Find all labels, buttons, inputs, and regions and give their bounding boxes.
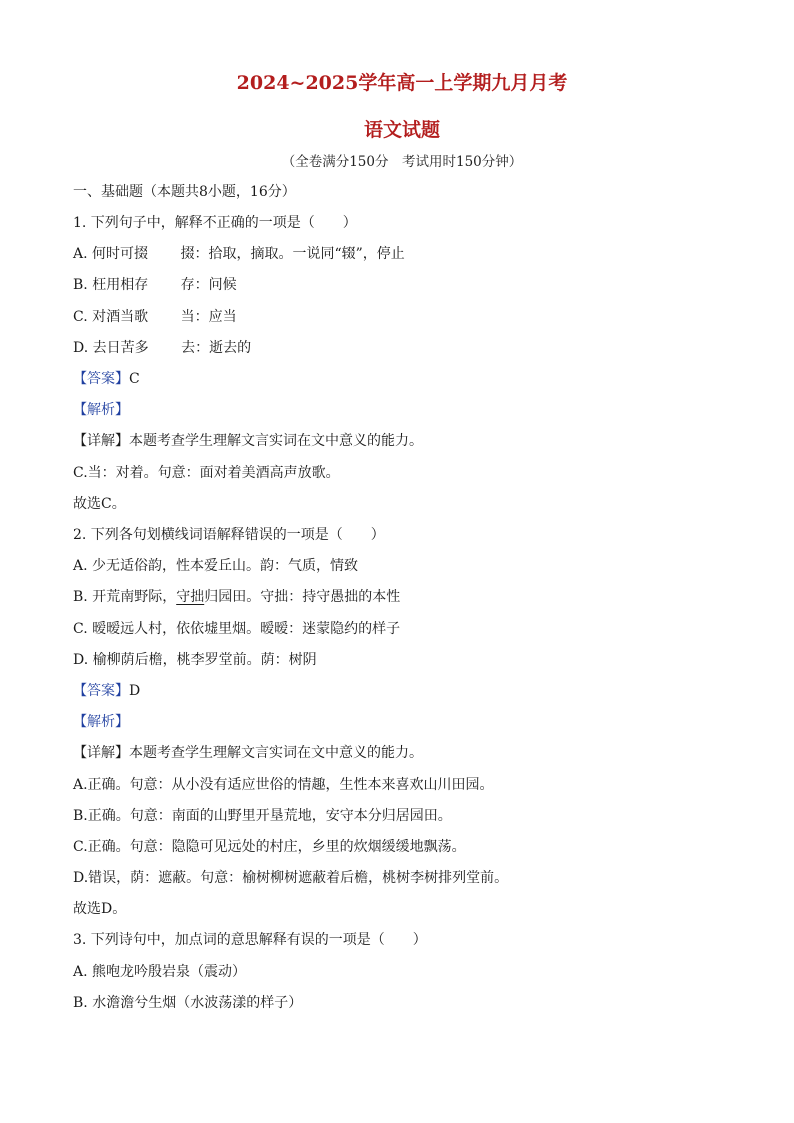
exam-title: 2024~2025学年高一上学期九月月考 [236, 72, 568, 94]
q2-option-a: A. 少无适俗韵，性本爱丘山。韵：气质，情致 [73, 558, 359, 574]
detail-label: 【详解】 [73, 745, 129, 761]
detail-text: 本题考查学生理解文言实词在文中意义的能力。 [129, 433, 423, 449]
q1-stem: 1. 下列句子中，解释不正确的一项是（ ） [73, 215, 357, 231]
q1-option-d: D. 去日苦多 去：逝去的 [73, 340, 252, 356]
detail-label: 【详解】 [73, 433, 129, 449]
q2-note-a: A.正确。句意：从小没有适应世俗的情趣，生性本来喜欢山川田园。 [73, 777, 494, 793]
q2-option-b-post: 归园田。守拙：持守愚拙的本性 [204, 589, 401, 605]
q3-stem: 3. 下列诗句中，加点词的意思解释有误的一项是（ ） [73, 932, 427, 948]
exam-subtitle: 语文试题 [363, 119, 440, 141]
q1-option-c: C. 对酒当歌 当：应当 [73, 309, 237, 325]
exam-meta: （全卷满分150分 考试用时150分钟） [281, 154, 523, 170]
q2-answer [73, 681, 140, 701]
q2-stem: 2. 下列各句划横线词语解释错误的一项是（ ） [73, 527, 385, 543]
q3-option-a: A. 熊咆龙吟殷岩泉（震动） [73, 964, 247, 980]
q2-note-d: D.错误，荫：遮蔽。句意：榆树柳树遮蔽着后檐，桃树李树排列堂前。 [73, 870, 509, 886]
q1-option-a: A. 何时可掇 掇：拾取，摘取。一说同“辍”，停止 [73, 246, 405, 262]
q2-underlined-word: 守拙 [176, 589, 205, 605]
q1-analysis-label: 【解析】 [73, 402, 129, 418]
q3-option-b: B. 水澹澹兮生烟（水波荡漾的样子） [73, 995, 303, 1011]
q1-conclusion: 故选C。 [73, 496, 126, 512]
q1-option-b: B. 枉用相存 存：问候 [73, 277, 237, 293]
detail-text: 本题考查学生理解文言实词在文中意义的能力。 [129, 745, 423, 761]
answer-value: C [129, 371, 140, 387]
q2-option-d: D. 榆柳荫后檐，桃李罗堂前。荫：树阴 [73, 652, 317, 668]
q2-option-b [73, 587, 400, 607]
q1-answer [73, 369, 140, 389]
q2-note-b: B.正确。句意：南面的山野里开垦荒地，安守本分归居园田。 [73, 808, 452, 824]
section-heading: 一、基础题（本题共8小题，16分） [73, 184, 296, 200]
q2-option-c: C. 暧暧远人村，依依墟里烟。暧暧：迷蒙隐约的样子 [73, 621, 401, 637]
q2-conclusion: 故选D。 [73, 901, 127, 917]
q2-detail [73, 743, 423, 763]
q1-detail [73, 431, 423, 451]
q1-note: C.当：对着。句意：面对着美酒高声放歌。 [73, 465, 340, 481]
answer-label: 【答案】 [73, 371, 129, 387]
answer-value: D [129, 683, 141, 699]
q2-analysis-label: 【解析】 [73, 714, 129, 730]
q2-option-b-pre: B. 开荒南野际， [73, 589, 177, 605]
q2-note-c: C.正确。句意：隐隐可见远处的村庄，乡里的炊烟缓缓地飘荡。 [73, 839, 466, 855]
answer-label: 【答案】 [73, 683, 129, 699]
